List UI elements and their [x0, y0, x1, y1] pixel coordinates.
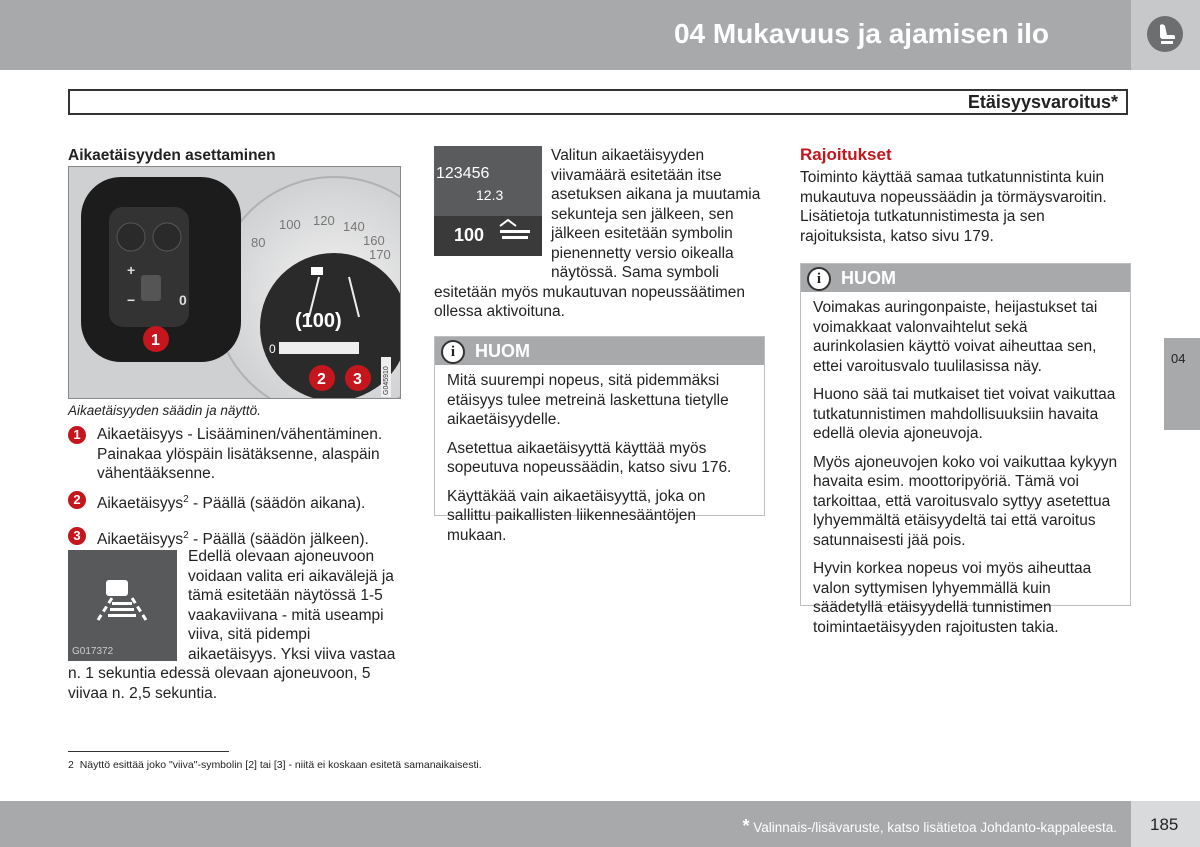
badge-2: 2 — [68, 491, 86, 509]
gauge-number: 160 — [363, 233, 385, 248]
note-paragraph: Huono sää tai mutkaiset tiet voivat vaikuttaa tutkatunnistimen mahdollisuuksiin havaita edellä olevia ajoneuvoja. — [813, 386, 1116, 442]
footnote-number: 2 — [68, 759, 74, 771]
minus-button-label: − — [127, 292, 136, 308]
footnote — [68, 759, 482, 771]
chapter-tab — [1164, 338, 1200, 430]
display-value: (100) — [295, 310, 342, 332]
numbered-list — [68, 425, 401, 550]
badge-2: 2 — [317, 371, 326, 388]
column1-heading: Aikaetäisyyden asettaminen — [68, 147, 276, 164]
plus-button-label: + — [127, 262, 136, 278]
section-bar — [68, 89, 1128, 115]
gauge-number: 140 — [343, 219, 365, 234]
gauge-zero: 0 — [269, 342, 276, 356]
note-paragraph: Mitä suurempi nopeus, sitä pidemmäksi etäisyys tulee metreinä laskettuna tietylle aikaetäisyydelle. — [447, 372, 729, 428]
chapter-tab-label: 04 — [1171, 351, 1186, 366]
odometer: 123456 — [436, 165, 490, 182]
steering-control-figure — [68, 166, 401, 399]
gauge-number: 120 — [313, 213, 335, 228]
column3-paragraph: Toiminto käyttää samaa tutkatunnistinta kuin mukautuva nopeussäädin ja törmäysvaroitin. Lisätietoja tutkatunnistimesta ja sen rajoituksista, katso sivu 179. — [800, 169, 1107, 245]
footnote-text: Näyttö esittää joko "viiva"-symbolin [2] tai [3] - niitä ei koskaan esitetä samanaikaisesti. — [79, 759, 482, 771]
chapter-icon-box — [1131, 0, 1200, 70]
note-title: HUOM — [475, 341, 530, 361]
column2-paragraph — [434, 146, 764, 322]
zero-button-label: 0 — [179, 292, 187, 308]
note-header — [435, 337, 764, 365]
gauge-number: 100 — [279, 217, 301, 232]
badge-3: 3 — [353, 371, 362, 388]
list-item-text: - Päällä (säädön jälkeen). — [188, 531, 369, 549]
info-icon: i — [441, 340, 465, 364]
chapter-title: 04 Mukavuus ja ajamisen ilo — [673, 18, 1049, 49]
trip-meter: 12.3 — [476, 187, 504, 203]
page-footer — [0, 801, 1131, 847]
list-item-text: Aikaetäisyys - Lisääminen/vähentäminen. Painakaa ylöspäin lisätäksenne, alaspäin vähentääksenne. — [97, 426, 383, 482]
note-paragraph: Myös ajoneuvojen koko voi vaikuttaa kykyyn havaita esim. moottoripyöriä. Tämä voi tarkoittaa, että varoitusvalo syttyy asetettua lyhyemmältä etäisyydeltä tai että varoitus satunnaisesti jää pois. — [813, 453, 1118, 549]
list-item — [68, 490, 401, 514]
note-box — [434, 336, 765, 544]
note-title: HUOM — [841, 268, 896, 288]
list-item — [68, 425, 401, 484]
page-number-box — [1131, 801, 1200, 847]
seat-icon — [1147, 16, 1183, 52]
list-item-text: Aikaetäisyys — [97, 531, 184, 549]
page-number: 185 — [1150, 815, 1179, 834]
badge-1: 1 — [68, 426, 86, 444]
note-box — [800, 263, 1131, 636]
footnote-ref: 2 — [183, 493, 189, 505]
footer-note — [743, 816, 1118, 837]
footnote-rule — [68, 751, 229, 752]
figure-code: G045910 — [383, 366, 390, 395]
footnote-ref: 2 — [183, 530, 189, 542]
footer-text: Valinnais-/lisävaruste, katso lisätietoa Johdanto-kappaleesta. — [753, 820, 1117, 835]
badge-1: 1 — [151, 332, 160, 349]
paragraph-text: Edellä olevaan ajoneuvoon voidaan valita eri aikavälejä ja tämä esitetään näytössä 1-5 vaakaviivana - mitä useampi viiva, sitä pidempi aikaetäisyys. Yksi viiva vastaa n. 1 sekuntia edessä olevaan ajoneuvoon, 5 viivaa n. 2,5 sekuntia. — [68, 548, 396, 702]
gauge-number: 80 — [251, 235, 266, 250]
gauge-number: 170 — [369, 247, 391, 262]
paragraph-text: Valitun aikaetäisyyden viivamäärä esitetään itse asetuksen aikana ja muutamia sekunteja sen jälkeen, sen jälkeen esitetään symbolin pienennetty versio oikealla näytössä. Sama symboli esitetään myös mukautuvan nopeussäätimen ollessa aktivoituna. — [434, 147, 761, 320]
figure-caption: Aikaetäisyyden säädin ja näyttö. — [68, 403, 261, 418]
note-header — [801, 264, 1130, 292]
footer-star: * — [742, 816, 750, 836]
info-icon: i — [807, 267, 831, 291]
note-paragraph: Hyvin korkea nopeus voi myös aiheuttaa valon syttymisen lyhyemmällä kuin säädetyllä etäisyydellä tunnistimen toimintaetäisyyden rajoitusten takia. — [813, 560, 1092, 636]
column3-heading: Rajoitukset — [800, 145, 892, 164]
list-item-text: - Päällä (säädön aikana). — [188, 494, 366, 512]
badge-3: 3 — [68, 527, 86, 545]
speed-value: 100 — [454, 225, 485, 245]
note-paragraph: Asetettua aikaetäisyyttä käyttää myös sopeutuva nopeussäädin, katso sivu 176. — [447, 439, 732, 476]
note-paragraph: Voimakas auringonpaiste, heijastukset tai voimakkaat valonvaihtelut sekä aurinkolasien käyttö voivat aiheuttaa sen, ettei varoitusvalo tuulilasissa näy. — [813, 299, 1098, 375]
note-paragraph: Käyttäkää vain aikaetäisyyttä, joka on sallittu paikallisten liikennesääntöjen mukaan. — [447, 487, 706, 544]
chapter-header — [0, 0, 1131, 70]
list-item-text: Aikaetäisyys — [97, 494, 184, 512]
section-title: Etäisyysvaroitus* — [967, 92, 1118, 112]
figure-code: G017372 — [72, 646, 114, 657]
column1-paragraph — [68, 547, 401, 703]
